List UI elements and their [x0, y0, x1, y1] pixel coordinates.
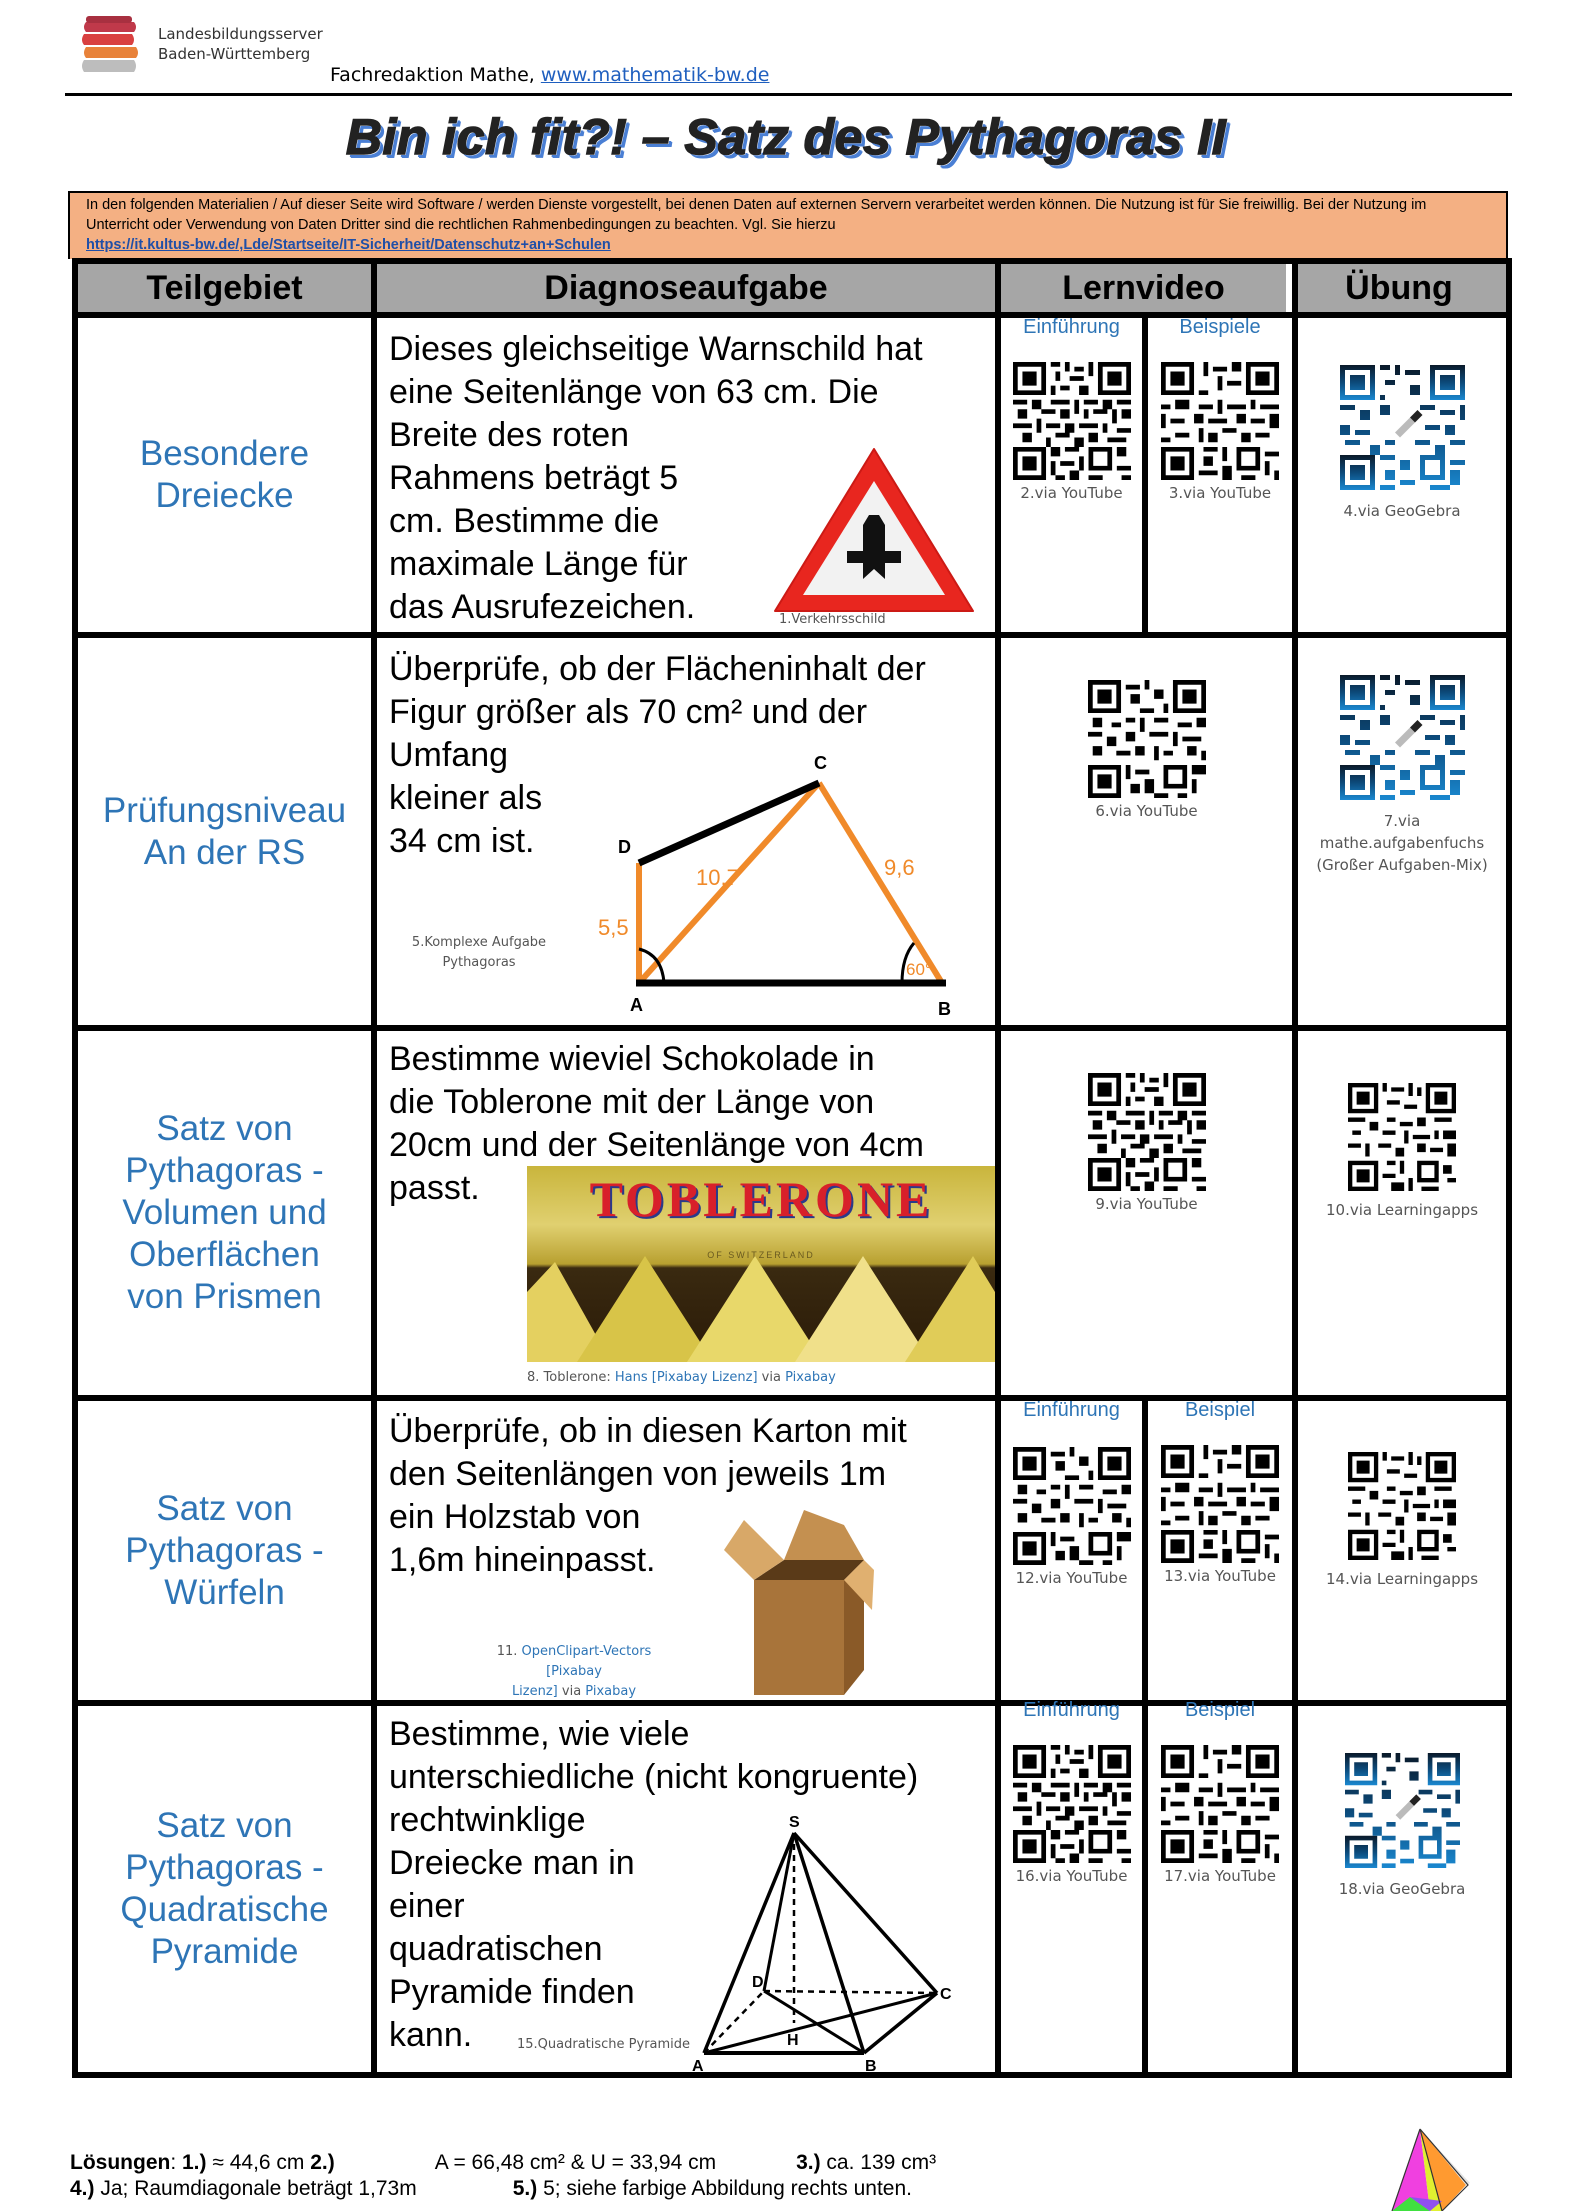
svg-text:C: C	[940, 1986, 952, 2003]
qr-exercise-4[interactable]	[1298, 365, 1506, 522]
task-line: rechtwinklige	[389, 1801, 586, 1839]
header-lernvideo: Lernvideo	[1001, 264, 1286, 312]
qr-caption	[1298, 810, 1506, 876]
task-line: Dieses gleichseitige Warnschild hat	[389, 330, 923, 368]
header-uebung: Übung	[1292, 264, 1506, 312]
qr-code-icon	[1088, 680, 1206, 798]
qr-exercise-14[interactable]	[1298, 1452, 1506, 1590]
privacy-notice-text: In den folgenden Materialien / Auf dieser Seite wird Software / werden Dienste vorgestellt, bei denen Daten auf externen Servern verarbeitet werden können. Die Nutzung ist für Sie freiwillig. Bei der Nutzung im Unterricht oder Verwendung von Daten Dritter sind die rechtlichen Rahmenbedingungen zu beachten. Vgl. Sie hierzu	[86, 197, 1427, 233]
task-line: unterschiedliche (nicht kongruente)	[389, 1758, 919, 1796]
qr-code-icon	[1013, 1447, 1131, 1565]
task-line: Umfang	[389, 736, 509, 774]
svg-text:A: A	[692, 2058, 704, 2073]
qr-video-3[interactable]	[1148, 362, 1292, 504]
solutions-label: Lösungen	[70, 2151, 171, 2174]
topic-label: Prüfungsniveau An der RS	[102, 790, 347, 872]
caption-license-link[interactable]: Lizenz]	[511, 1684, 558, 1699]
caption-via: via	[757, 1370, 786, 1385]
svg-text:B: B	[938, 999, 951, 1019]
qr-code-icon	[1161, 1745, 1279, 1863]
svg-text:60°: 60°	[906, 960, 932, 979]
topic-label: Besondere Dreiecke	[139, 434, 310, 515]
task-line: das Ausrufezeichen.	[389, 588, 696, 626]
task-line: kleiner als	[389, 779, 543, 817]
caption-license-link[interactable]: [Pixabay	[546, 1664, 602, 1679]
task-line: maximale Länge für	[389, 545, 688, 583]
mathematik-bw-link[interactable]: www.mathematik-bw.de	[540, 64, 770, 86]
task-line: 20cm und der Seitenlänge von 4cm	[389, 1126, 924, 1164]
svg-text:D: D	[618, 837, 631, 857]
task-line: Überprüfe, ob der Flächeninhalt der	[389, 650, 926, 688]
task-line: eine Seitenlänge von 63 cm. Die	[389, 373, 879, 411]
qr-code-icon	[1013, 362, 1131, 480]
qr-video-13[interactable]	[1148, 1445, 1292, 1587]
caption-prefix: 8. Toblerone:	[527, 1370, 615, 1385]
caption-license-link[interactable]: [Pixabay Lizenz]	[651, 1370, 758, 1385]
solution-1: ≈ 44,6 cm	[206, 2151, 311, 2174]
caption-line: mathe.aufgabenfuchs	[1319, 834, 1485, 852]
task-text-4	[389, 1410, 989, 1582]
datenschutz-link[interactable]: https://it.kultus-bw.de/,Lde/Startseite/IT-Sicherheit/Datenschutz+an+Schulen	[86, 237, 611, 253]
image-caption: 15.Quadratische Pyramide	[517, 2037, 691, 2052]
video-label-einfuehrung: Einführung	[1023, 1699, 1120, 1721]
topic-label: Satz von Pythagoras - Volumen und Oberflächen von Prismen	[122, 1109, 327, 1316]
task-line: Bestimme, wie viele	[389, 1715, 690, 1753]
svg-text:A: A	[630, 995, 643, 1015]
task-line: Rahmens beträgt 5	[389, 459, 679, 497]
solution-5: 5; siehe farbige Abbildung rechts unten.	[537, 2177, 912, 2200]
task-line: einer	[389, 1887, 465, 1925]
solution-num: 4.)	[70, 2177, 95, 2200]
qr-code-icon	[1348, 1452, 1456, 1560]
caption-line: 7.via	[1383, 812, 1421, 830]
topic-pruefungsniveau	[78, 638, 371, 1025]
task-text-3	[389, 1038, 989, 1210]
qr-caption: 3.via YouTube	[1168, 484, 1272, 502]
qr-caption: 12.via YouTube	[1015, 1569, 1128, 1587]
task-line: kann.	[389, 2016, 473, 2054]
qr-caption: 10.via Learningapps	[1325, 1201, 1479, 1219]
task-line: Dreiecke man in	[389, 1844, 635, 1882]
task-text-1	[389, 328, 989, 629]
solutions	[70, 2150, 936, 2202]
qr-code-icon	[1013, 1745, 1131, 1863]
task-line: 1,6m hineinpasst.	[389, 1541, 656, 1579]
task-cell-1	[389, 328, 989, 628]
books-logo-icon	[78, 14, 148, 78]
solution-num: 1.)	[182, 2151, 207, 2174]
toblerone-triangles	[527, 1252, 995, 1362]
topic-volumen-prismen	[78, 1031, 371, 1395]
qr-video-9[interactable]	[1001, 1073, 1292, 1215]
qr-exercise-7[interactable]	[1298, 675, 1506, 876]
qr-caption: 2.via YouTube	[1020, 484, 1123, 502]
task-text-5	[389, 1713, 989, 2057]
task-line: den Seitenlängen von jeweils 1m	[389, 1455, 887, 1493]
qr-caption: 4.via GeoGebra	[1343, 502, 1461, 520]
topic-label: Satz von Pythagoras - Würfeln	[125, 1488, 324, 1612]
qr-code-aufgabenfuchs-icon	[1340, 675, 1465, 800]
qr-caption: 14.via Learningapps	[1325, 1570, 1479, 1588]
page-title: Bin ich fit?! – Satz des Pythagoras II	[345, 109, 1227, 165]
caption-author-link[interactable]: Hans	[614, 1370, 648, 1385]
video-label-beispiele: Beispiele	[1179, 316, 1261, 338]
task-line: ein Holzstab von	[389, 1498, 641, 1536]
qr-code-geogebra-icon	[1340, 365, 1465, 490]
solution-2: A = 66,48 cm² & U = 33,94 cm	[434, 2151, 717, 2174]
qr-exercise-18[interactable]	[1298, 1753, 1506, 1900]
task-cell-3	[389, 1038, 989, 1393]
caption-source-link[interactable]: Pixabay	[785, 1370, 836, 1385]
svg-text:S: S	[789, 1814, 800, 1831]
solution-num: 3.)	[796, 2151, 821, 2174]
task-line: die Toblerone mit der Länge von	[389, 1083, 875, 1121]
landesbildungsserver-logo	[78, 12, 328, 82]
qr-video-2[interactable]	[1001, 362, 1142, 504]
task-line: Bestimme wieviel Schokolade in	[389, 1040, 875, 1078]
task-line: quadratischen	[389, 1930, 603, 1968]
qr-caption: 17.via YouTube	[1164, 1867, 1276, 1885]
qr-code-icon	[1088, 1073, 1206, 1191]
solution-num: 2.)	[310, 2151, 335, 2174]
caption-author-link[interactable]: OpenClipart-Vectors	[521, 1644, 652, 1659]
fachredaktion-line	[330, 64, 769, 86]
task-text-2	[389, 648, 989, 863]
svg-text:C: C	[814, 753, 827, 773]
caption-line: 5.Komplexe Aufgabe	[411, 935, 547, 950]
svg-text:5,5: 5,5	[598, 915, 629, 940]
svg-text:9,6: 9,6	[884, 855, 915, 880]
solution-3: ca. 139 cm³	[820, 2151, 937, 2174]
solutions-line-2	[70, 2176, 936, 2202]
caption-via: via	[557, 1684, 586, 1699]
header-teilgebiet: Teilgebiet	[78, 264, 371, 312]
qr-caption: 16.via YouTube	[1015, 1867, 1128, 1885]
logo-line-2: Baden-Württemberg	[158, 45, 311, 63]
image-caption	[469, 1642, 679, 1702]
task-line: Überprüfe, ob in diesen Karton mit	[389, 1412, 907, 1450]
topic-wuerfeln	[78, 1401, 371, 1700]
toblerone-sub: OF SWITZERLAND	[707, 1250, 815, 1260]
video-label-beispiel: Beispiel	[1184, 1699, 1256, 1721]
image-caption	[399, 933, 559, 973]
video-label-einfuehrung: Einführung	[1023, 316, 1120, 338]
qr-code-icon	[1348, 1083, 1456, 1191]
svg-text:B: B	[865, 2058, 877, 2073]
image-caption: 1.Verkehrsschild	[779, 612, 886, 627]
svg-text:D: D	[752, 1974, 764, 1991]
qr-code-icon	[1161, 1445, 1279, 1563]
colored-pyramid-image	[1370, 2125, 1480, 2211]
qr-caption: 18.via GeoGebra	[1338, 1880, 1466, 1898]
column-divider	[371, 258, 377, 2078]
task-cell-5	[389, 1713, 989, 2073]
qr-exercise-10[interactable]	[1298, 1083, 1506, 1221]
logo-line-1: Landesbildungsserver	[158, 25, 323, 43]
task-line: Breite des roten	[389, 416, 630, 454]
topic-quadratische-pyramide	[78, 1706, 371, 2072]
video-label-beispiel: Beispiel	[1184, 1399, 1256, 1421]
caption-line: (Großer Aufgaben-Mix)	[1316, 856, 1488, 874]
qr-video-17[interactable]	[1148, 1745, 1292, 1887]
qr-code-icon	[1161, 362, 1279, 480]
solutions-line-1: Lösungen: 1.) ≈ 44,6 cm 2.) A = 66,48 cm² & U = 33,94 cm 3.) ca. 139 cm³	[70, 2151, 937, 2174]
task-line: 34 cm ist.	[389, 822, 535, 860]
qr-video-12[interactable]	[1001, 1447, 1142, 1589]
task-line: passt.	[389, 1169, 480, 1207]
caption-num: 11.	[496, 1644, 522, 1659]
qr-caption: 13.via YouTube	[1164, 1567, 1276, 1585]
task-line: cm. Bestimme die	[389, 502, 660, 540]
qr-caption: 6.via YouTube	[1095, 802, 1198, 820]
task-line: Figur größer als 70 cm² und der	[389, 693, 868, 731]
solution-num: 5.)	[512, 2177, 538, 2200]
task-line: Pyramide finden	[389, 1973, 635, 2011]
topic-besondere-dreiecke	[78, 318, 371, 632]
svg-text:10,7: 10,7	[696, 865, 739, 890]
qr-video-6[interactable]	[1001, 680, 1292, 822]
qr-video-16[interactable]	[1001, 1745, 1142, 1887]
task-cell-2	[389, 648, 989, 1018]
table-border-right	[1506, 258, 1512, 2078]
privacy-notice	[68, 191, 1508, 259]
topic-label: Satz von Pythagoras - Quadratische Pyramide	[120, 1806, 329, 1971]
solution-4: Ja; Raumdiagonale beträgt 1,73m	[94, 2177, 417, 2200]
diagnosis-table	[72, 258, 1512, 2078]
svg-text:H: H	[787, 2032, 799, 2049]
toblerone-brand: TOBLERONE	[589, 1171, 933, 1227]
image-caption	[527, 1368, 836, 1388]
video-label-einfuehrung: Einführung	[1023, 1399, 1120, 1421]
header-diagnoseaufgabe: Diagnoseaufgabe	[377, 264, 995, 312]
header-divider	[65, 93, 1512, 96]
fachredaktion-label: Fachredaktion Mathe,	[330, 64, 541, 86]
task-cell-4	[389, 1410, 989, 1700]
caption-source-link[interactable]: Pixabay	[585, 1684, 637, 1699]
qr-code-geogebra-icon	[1345, 1753, 1460, 1868]
caption-line: Pythagoras	[442, 955, 516, 970]
qr-caption: 9.via YouTube	[1095, 1195, 1198, 1213]
